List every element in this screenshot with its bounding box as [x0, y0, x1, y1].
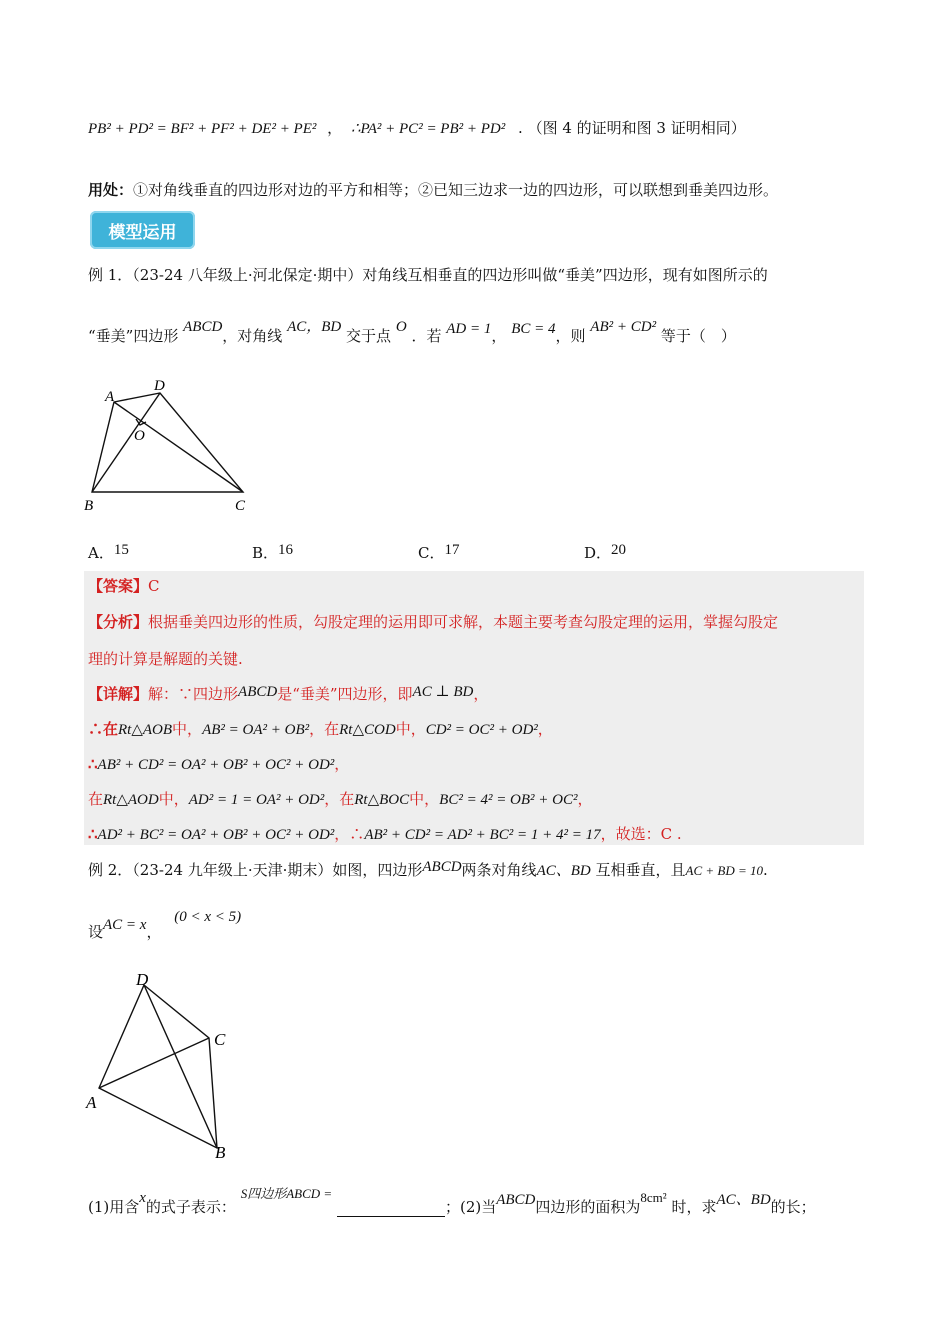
- answer-blank[interactable]: [337, 1200, 445, 1217]
- analysis-line1: [88, 612, 778, 632]
- math-ad: AD = 1: [446, 321, 492, 337]
- top-formula-line: [88, 118, 746, 139]
- math: Rt△AOD: [103, 792, 159, 808]
- label-a: A: [86, 1093, 97, 1112]
- math: AB² + CD² = AD² + BC² = 1 + 4² = 17: [364, 827, 601, 843]
- text: ∴: [88, 755, 98, 773]
- math: AC = x: [103, 917, 147, 933]
- math: Rt△AOB: [118, 722, 173, 738]
- usage-label: 用处：: [88, 181, 134, 199]
- option-letter: A．: [88, 544, 114, 562]
- text: 中，: [395, 720, 426, 738]
- text: “垂美”四边形: [88, 327, 179, 345]
- text: ，在: [309, 720, 340, 738]
- label-b: B: [215, 1143, 226, 1162]
- option-b[interactable]: [252, 538, 294, 562]
- math: AC、BD: [536, 863, 591, 879]
- text: ，故选：C .: [600, 825, 682, 843]
- option-d[interactable]: [584, 538, 627, 562]
- question-line: [88, 1186, 816, 1218]
- math: ABCD: [422, 859, 462, 875]
- formula-2: ∴PA² + PC² = PB² + PD²: [350, 121, 506, 137]
- text: ，: [473, 685, 489, 703]
- text: ，则: [555, 327, 586, 345]
- detail-line3: [88, 754, 349, 775]
- label-b: B: [84, 498, 94, 514]
- math: S四边形ABCD =: [240, 1186, 333, 1201]
- text: ∴在: [88, 720, 119, 738]
- label-o: O: [134, 428, 145, 444]
- text: .: [763, 861, 768, 879]
- figure-example1: [80, 375, 280, 515]
- math: BC² = 4² = OB² + OC²: [439, 792, 578, 808]
- example1-line1: 例 1．（23-24 八年级上·河北保定·期中）对角线互相垂直的四边形叫做“垂美”四边形，现有如图所示的: [88, 266, 768, 284]
- math: AD² + BC² = OA² + OB² + OC² + OD²: [97, 827, 335, 843]
- text: 互相垂直，且: [595, 861, 686, 879]
- detail-line4: [88, 789, 593, 810]
- usage-text: ①对角线垂直的四边形对边的平方和相等；②已知三边求一边的四边形，可以联想到垂美四边形。: [133, 181, 779, 199]
- text: ，: [334, 755, 350, 773]
- math-abcd: ABCD: [183, 319, 223, 335]
- answer-line: [88, 576, 160, 596]
- math: AC ⊥ BD: [412, 684, 474, 700]
- option-c[interactable]: [418, 538, 460, 562]
- option-letter: D．: [584, 544, 612, 562]
- answer-value: C: [148, 577, 160, 595]
- text: ，∴: [334, 825, 365, 843]
- option-value: 20: [611, 542, 627, 558]
- text: 的长；: [770, 1198, 816, 1216]
- usage-line: [88, 180, 778, 200]
- label-d: D: [154, 378, 165, 394]
- detail-line1: [88, 684, 488, 705]
- analysis-line2: 理的计算是解题的关键.: [88, 650, 243, 668]
- text: 的式子表示：: [145, 1198, 236, 1216]
- option-a[interactable]: [88, 538, 129, 562]
- text: 两条对角线: [461, 861, 537, 879]
- text: 等于（ ）: [660, 327, 736, 345]
- example1-line2: [88, 319, 736, 347]
- text: ，: [577, 790, 593, 808]
- formula-1: PB² + PD² = BF² + PF² + DE² + PE²: [88, 121, 317, 137]
- math: AB² = OA² + OB²: [202, 722, 310, 738]
- text: 例 2．（23-24 九年级上·天津·期末）如图，四边形: [88, 861, 423, 879]
- option-letter: B．: [252, 544, 279, 562]
- math: AD² = 1 = OA² + OD²: [188, 792, 325, 808]
- text: 设: [88, 923, 104, 941]
- math: ABCD: [238, 684, 278, 700]
- detail-line5: [88, 824, 682, 845]
- math-bc: BC = 4: [511, 321, 556, 337]
- text: 中，: [158, 790, 189, 808]
- text: 中，: [409, 790, 440, 808]
- math: (0 < x < 5): [174, 909, 242, 925]
- text: ∴: [88, 825, 98, 843]
- option-letter: C．: [418, 544, 445, 562]
- text: ，在: [324, 790, 355, 808]
- math-ab2-cd2: AB² + CD²: [590, 319, 657, 335]
- option-value: 17: [444, 542, 460, 558]
- analysis-tag: 【分析】: [88, 613, 149, 631]
- math: Rt△BOC: [354, 792, 410, 808]
- text: (1)用含: [88, 1198, 140, 1216]
- text: ．若: [411, 327, 442, 345]
- option-value: 15: [113, 542, 129, 558]
- math: 8cm²: [640, 1190, 667, 1205]
- detail-line2: [88, 719, 553, 740]
- text: ，: [491, 327, 507, 345]
- text: 中，: [172, 720, 203, 738]
- label-c: C: [214, 1030, 226, 1049]
- text: ，: [146, 923, 162, 941]
- text: ，: [537, 720, 553, 738]
- text: 解：∵四边形: [148, 685, 239, 703]
- math: AC + BD = 10: [685, 863, 764, 878]
- analysis-text: 根据垂美四边形的性质，勾股定理的运用即可求解，本题主要考查勾股定理的运用，掌握勾股定: [148, 613, 779, 631]
- math-o: O: [395, 319, 407, 335]
- example2-line1: [88, 860, 768, 881]
- text: ；(2)当: [444, 1198, 497, 1216]
- option-value: 16: [278, 542, 294, 558]
- label-a: A: [105, 389, 115, 405]
- math: CD² = OC² + OD²: [425, 722, 538, 738]
- math: AC、BD: [716, 1192, 771, 1208]
- text: 在: [88, 790, 104, 808]
- answer-tag: 【答案】: [88, 577, 149, 595]
- text: 是“垂美”四边形，即: [277, 685, 413, 703]
- text: 四边形的面积为: [535, 1198, 641, 1216]
- model-application-banner: 模型运用: [90, 211, 195, 249]
- math-ac-bd: AC，BD: [287, 319, 342, 335]
- text: ，对角线: [222, 327, 283, 345]
- detail-tag: 【详解】: [88, 685, 149, 703]
- math: x: [139, 1190, 146, 1206]
- separator: ，: [327, 119, 343, 137]
- example2-line2: [88, 909, 242, 943]
- text: 交于点: [346, 327, 392, 345]
- math: Rt△COD: [339, 722, 396, 738]
- label-d: D: [136, 970, 149, 989]
- math: AB² + CD² = OA² + OB² + OC² + OD²: [97, 757, 335, 773]
- math: ABCD: [496, 1192, 536, 1208]
- text: 时，求: [671, 1198, 717, 1216]
- label-c: C: [235, 498, 246, 514]
- figure-example2: [82, 965, 262, 1165]
- figure-note: . （图 4 的证明和图 3 证明相同）: [518, 119, 746, 137]
